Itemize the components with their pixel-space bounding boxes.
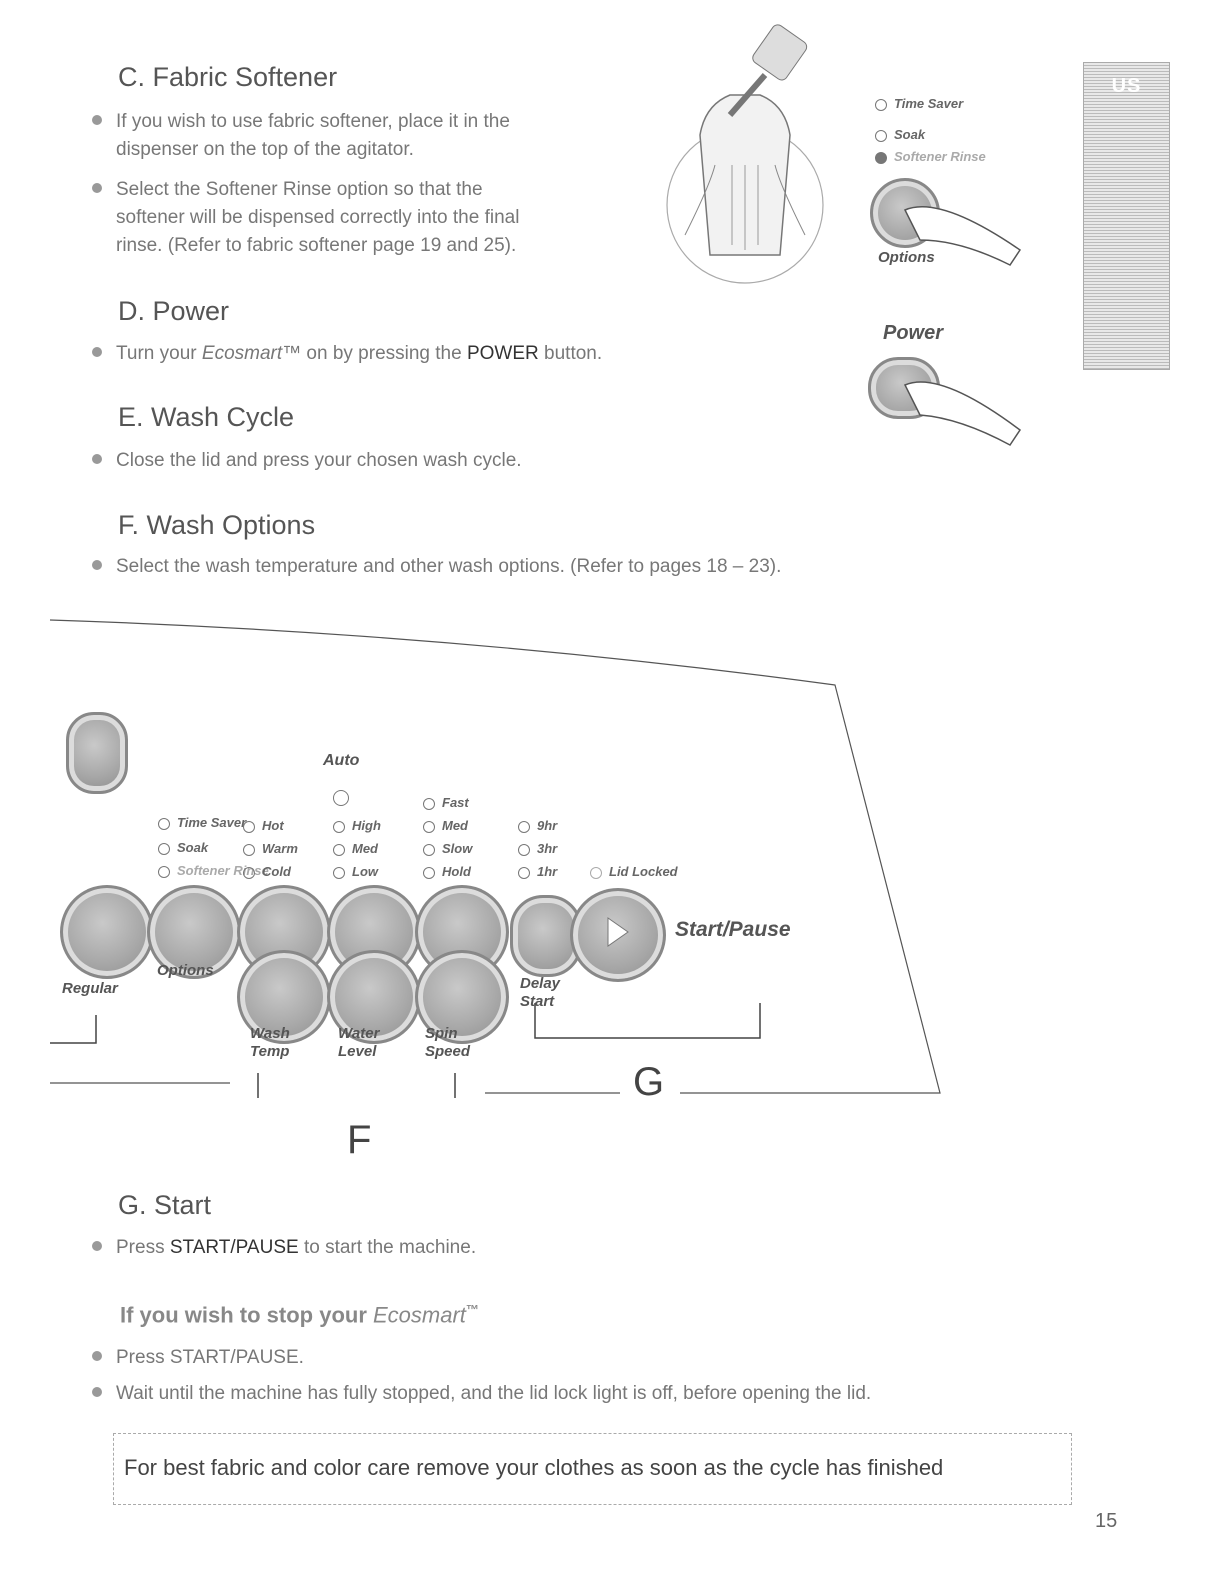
section-c-heading: C. Fabric Softener xyxy=(118,62,338,92)
lock-light-icon xyxy=(590,867,602,879)
delay-1hr: 1hr xyxy=(518,864,557,879)
top-option-time-saver: Time Saver xyxy=(875,96,963,111)
indicator-icon xyxy=(243,821,255,833)
temp-cold: Cold xyxy=(243,864,291,879)
spin-med: Med xyxy=(423,818,468,833)
stop-bullet-1: Press START/PAUSE. xyxy=(92,1344,304,1372)
indicator-icon xyxy=(875,99,887,111)
indicator-icon xyxy=(423,844,435,856)
play-icon xyxy=(570,888,660,976)
bullet-icon xyxy=(92,1241,102,1251)
indicator-icon xyxy=(333,844,345,856)
care-note-text: For best fabric and color care remove your clothes as soon as the cycle has finished xyxy=(124,1455,944,1480)
lit-indicator-icon xyxy=(875,152,887,164)
water-level-label: Water Level xyxy=(338,1025,380,1060)
section-d-heading: D. Power xyxy=(118,296,230,326)
top-option-softener-rinse: Softener Rinse xyxy=(875,149,986,164)
start-pause-button[interactable] xyxy=(570,888,666,982)
delay-start-label: Delay Start xyxy=(520,975,561,1010)
page-number: 15 xyxy=(1095,1510,1118,1532)
section-e-heading: E. Wash Cycle xyxy=(118,402,295,432)
section-e-bullet: Close the lid and press your chosen wash cycle. xyxy=(92,447,522,475)
auto-label: Auto xyxy=(323,752,360,769)
spin-fast: Fast xyxy=(423,795,469,810)
side-tab xyxy=(1083,62,1170,370)
bullet-icon xyxy=(92,115,102,125)
wash-temp-label: Wash Temp xyxy=(250,1025,290,1060)
spin-hold: Hold xyxy=(423,864,471,879)
temp-warm: Warm xyxy=(243,841,298,856)
indicator-icon xyxy=(158,866,170,878)
indicator-icon xyxy=(158,818,170,830)
indicator-icon xyxy=(333,821,345,833)
section-g-heading: G. Start xyxy=(118,1190,212,1220)
stop-heading: If you wish to stop your Ecosmart™ xyxy=(120,1302,479,1328)
auto-indicator-icon xyxy=(333,790,349,806)
care-note-box xyxy=(113,1433,1072,1505)
top-power-label: Power xyxy=(883,322,944,344)
spin-slow: Slow xyxy=(423,841,472,856)
indicator-icon xyxy=(875,130,887,142)
bullet-icon xyxy=(92,1351,102,1361)
delay-3hr: 3hr xyxy=(518,841,557,856)
stop-bullet-2: Wait until the machine has fully stopped, and the lid lock light is off, before opening the lid. xyxy=(92,1380,871,1408)
indicator-icon xyxy=(423,798,435,810)
bullet-icon xyxy=(92,347,102,357)
section-g-bullet: Press START/PAUSE to start the machine. xyxy=(92,1234,476,1262)
agitator-illustration xyxy=(660,5,830,300)
level-low: Low xyxy=(333,864,378,879)
regular-label: Regular xyxy=(62,980,118,997)
bracket-g-label: G xyxy=(633,1060,665,1104)
delay-9hr: 9hr xyxy=(518,818,557,833)
finger-icon xyxy=(900,360,1040,460)
bullet-icon xyxy=(92,1387,102,1397)
panel-power-button[interactable] xyxy=(66,712,128,794)
top-option-soak: Soak xyxy=(875,127,925,142)
option-time-saver: Time Saver xyxy=(158,815,246,830)
bullet-icon xyxy=(92,454,102,464)
indicator-icon xyxy=(518,821,530,833)
indicator-icon xyxy=(243,867,255,879)
lid-locked-indicator: Lid Locked xyxy=(590,864,678,879)
bracket-f-label: F xyxy=(347,1118,372,1162)
indicator-icon xyxy=(518,867,530,879)
indicator-icon xyxy=(423,867,435,879)
level-high: High xyxy=(333,818,381,833)
indicator-icon xyxy=(518,844,530,856)
bullet-icon xyxy=(92,560,102,570)
side-tab-label: US xyxy=(1111,75,1142,97)
start-pause-label: Start/Pause xyxy=(675,918,791,941)
section-c-bullet-1: If you wish to use fabric softener, place it in the dispenser on the top of the agitator. xyxy=(92,108,652,164)
section-f-heading: F. Wash Options xyxy=(118,510,316,540)
indicator-icon xyxy=(423,821,435,833)
level-med: Med xyxy=(333,841,378,856)
indicator-icon xyxy=(333,867,345,879)
option-soak: Soak xyxy=(158,840,208,855)
section-f-bullet: Select the wash temperature and other wash options. (Refer to pages 18 – 23). xyxy=(92,553,781,581)
indicator-icon xyxy=(243,844,255,856)
section-d-bullet: Turn your Ecosmart™ on by pressing the POWER button. xyxy=(92,340,602,368)
temp-hot: Hot xyxy=(243,818,284,833)
option-softener-rinse: Softener Rinse xyxy=(158,863,269,878)
spin-speed-label: Spin Speed xyxy=(425,1025,471,1060)
top-options-label: Options xyxy=(878,249,935,266)
options-label: Options xyxy=(157,962,214,979)
bullet-icon xyxy=(92,183,102,193)
section-c-bullet-2: Select the Softener Rinse option so that the softener will be dispensed correctly into the final rinse. (Refer to fabric softener page 19 and 25). xyxy=(92,176,652,260)
indicator-icon xyxy=(158,843,170,855)
regular-button[interactable] xyxy=(60,885,154,979)
